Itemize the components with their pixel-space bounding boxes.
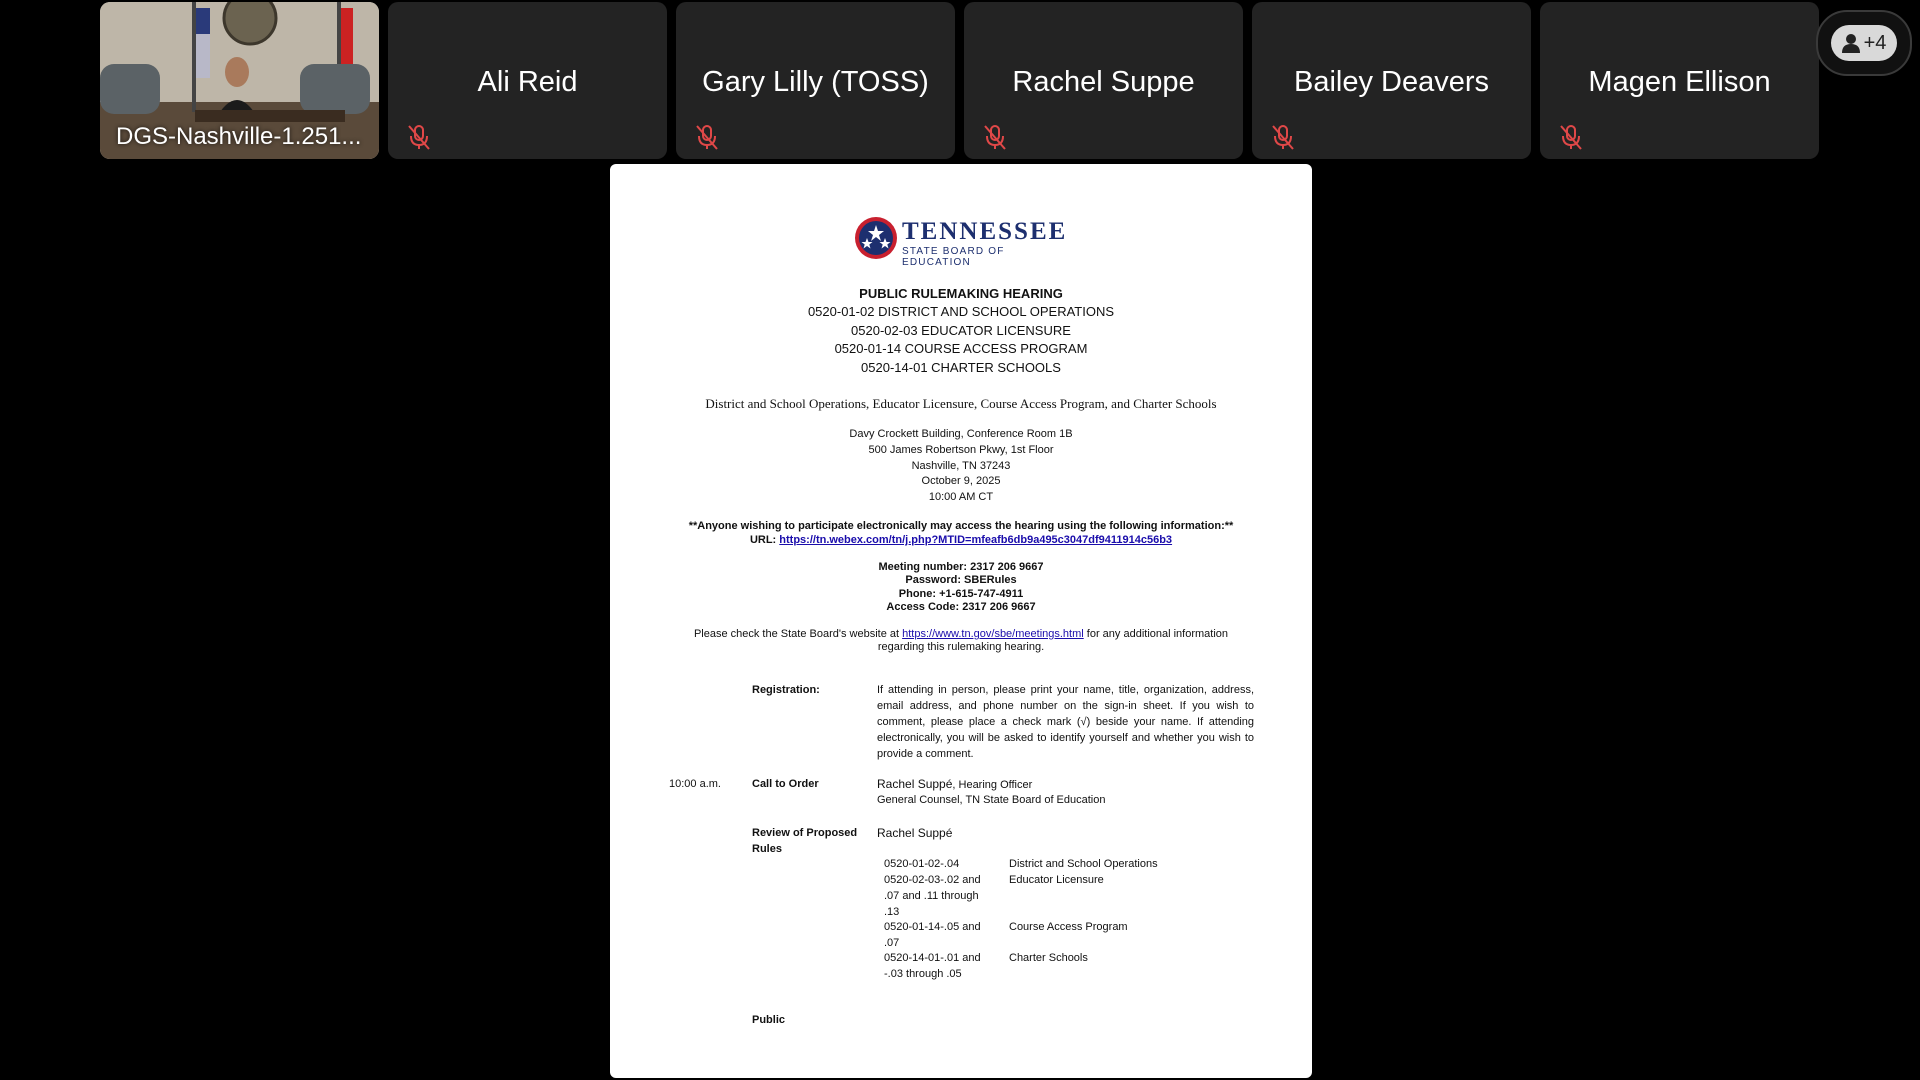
webex-url-line	[610, 534, 1312, 546]
call-person-title: General Counsel, TN State Board of Education	[877, 794, 1106, 806]
participant-name: Ali Reid	[477, 66, 578, 98]
location-line: October 9, 2025	[921, 475, 1001, 487]
meeting-info-line: Meeting number: 2317 206 9667	[878, 561, 1044, 573]
rule-line: 0520-14-01 CHARTER SCHOOLS	[861, 360, 1061, 375]
more-participants-pill	[1831, 25, 1897, 61]
rule-name: Course Access Program	[1009, 921, 1128, 933]
rule-line: 0520-01-14 COURSE ACCESS PROGRAM	[834, 341, 1088, 356]
public-label: Public	[752, 1014, 786, 1026]
website-line-2: regarding this rulemaking hearing.	[877, 641, 1045, 653]
participant-name: Bailey Deavers	[1293, 66, 1490, 98]
microphone-muted-icon	[1270, 123, 1296, 151]
rule-code: 0520-01-02-.04	[884, 858, 960, 870]
logo-wordmark: TENNESSEE	[902, 218, 1068, 245]
website-post: for any additional information	[1086, 628, 1229, 640]
webex-url-link[interactable]: https://tn.webex.com/tn/j.php?MTID=mfeafb6db9a495c3047df9411914c56b3	[779, 534, 1173, 546]
logo-subtext: STATE BOARD OF EDUCATION	[902, 246, 1005, 268]
video-tile[interactable]	[100, 2, 379, 159]
participant-tile[interactable]	[964, 2, 1243, 159]
rule-name: District and School Operations	[1009, 858, 1158, 870]
microphone-muted-icon	[982, 123, 1008, 151]
participant-name: Rachel Suppe	[1012, 66, 1195, 98]
more-participants-count: +4	[1863, 31, 1887, 54]
shared-document	[610, 164, 1312, 1078]
participant-tile[interactable]	[388, 2, 667, 159]
call-to-order-label: Call to Order	[752, 778, 819, 790]
document-heading: PUBLIC RULEMAKING HEARING	[859, 286, 1063, 301]
microphone-muted-icon	[694, 123, 720, 151]
document-subtitle: District and School Operations, Educator Licensure, Course Access Program, and Charter Schools	[705, 396, 1217, 411]
microphone-muted-icon	[406, 123, 432, 151]
tn-sbe-logo	[854, 216, 1068, 268]
website-pre: Please check the State Board's website at	[693, 628, 900, 640]
rule-name: Educator Licensure	[1009, 874, 1104, 886]
participant-tile[interactable]	[676, 2, 955, 159]
call-person-role: , Hearing Officer	[952, 779, 1033, 791]
registration-label: Registration:	[752, 684, 820, 696]
url-label: URL:	[749, 534, 777, 546]
rule-line: 0520-02-03 EDUCATOR LICENSURE	[851, 323, 1071, 338]
participant-tile[interactable]	[1252, 2, 1531, 159]
rule-code: 0520-02-03-.02 and .07 and .11 through .13	[884, 874, 981, 918]
rule-line: 0520-01-02 DISTRICT AND SCHOOL OPERATIONS	[807, 304, 1115, 319]
registration-text: If attending in person, please print your name, title, organization, address, email address, and phone number on the sign-in sheet. If you wish to comment, please place a check mark (√) beside your name. If attending electronically, you will be asked to identify yourself and whether you wish to provide a comment.	[877, 684, 1254, 760]
person-icon	[1842, 33, 1860, 53]
review-person: Rachel Suppé	[877, 826, 953, 840]
location-line: 500 James Robertson Pkwy, 1st Floor	[868, 444, 1054, 456]
microphone-muted-icon	[1558, 123, 1584, 151]
meeting-info-line: Phone: +1-615-747-4911	[898, 588, 1024, 600]
participant-tile[interactable]	[1540, 2, 1819, 159]
call-person-name: Rachel Suppé	[877, 777, 953, 791]
website-link[interactable]: https://www.tn.gov/sbe/meetings.html	[902, 628, 1084, 640]
participate-note: **Anyone wishing to participate electronically may access the hearing using the following information:**	[688, 520, 1234, 532]
location-line: Davy Crockett Building, Conference Room 1B	[849, 428, 1073, 440]
website-line	[610, 628, 1312, 640]
call-time: 10:00 a.m.	[669, 778, 721, 790]
video-tile-label: DGS-Nashville-1.251...	[116, 123, 362, 150]
meeting-info-line: Access Code: 2317 206 9667	[886, 601, 1036, 613]
location-line: 10:00 AM CT	[928, 491, 994, 503]
call-person	[877, 776, 1032, 793]
tri-star-logo-icon	[854, 216, 898, 260]
more-participants-button[interactable]	[1816, 10, 1912, 76]
review-label: Review of Proposed Rules	[752, 827, 858, 855]
location-line: Nashville, TN 37243	[911, 460, 1011, 472]
meeting-info-line: Password: SBERules	[905, 574, 1017, 586]
participant-name: Magen Ellison	[1588, 66, 1771, 98]
participant-name: Gary Lilly (TOSS)	[702, 66, 929, 98]
rule-code: 0520-14-01-.01 and -.03 through .05	[884, 952, 981, 980]
rule-code: 0520-01-14-.05 and .07	[884, 921, 981, 949]
rule-name: Charter Schools	[1009, 952, 1088, 964]
